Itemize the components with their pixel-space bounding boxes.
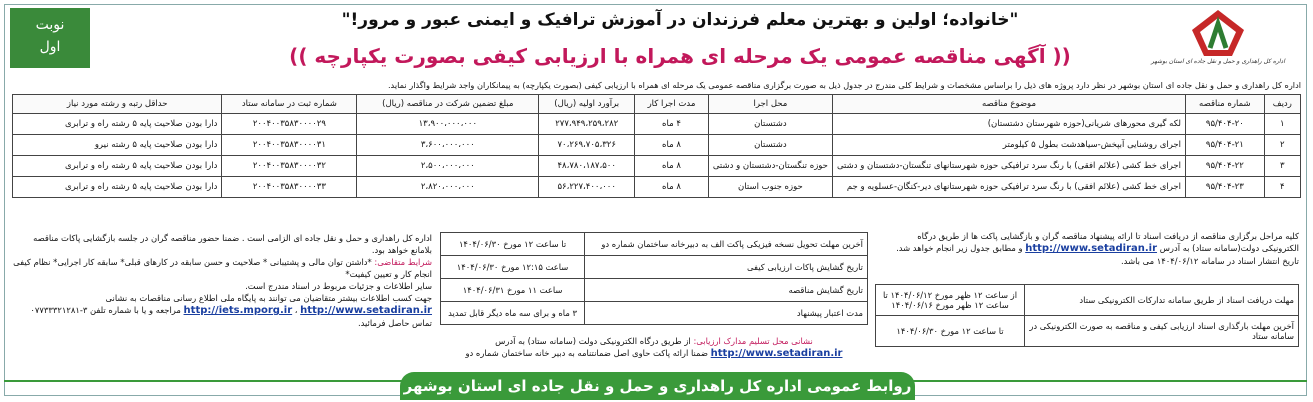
schedule-value: ساعت ۱۱ مورخ ۱۴۰۴/۰۶/۳۱ xyxy=(441,279,585,302)
table-row xyxy=(13,177,1301,198)
schedule-row xyxy=(441,279,868,302)
cell-estimate: ۷۰،۲۶۹،۷۰۵،۳۲۶ xyxy=(539,135,635,156)
cell-tender-number: ۹۵/۴۰۴-۲۲ xyxy=(1186,156,1265,177)
cell-subject: اجرای خط کشی (علائم افقی) با رنگ سرد ترافیکی حوزه شهرستانهای دیر-کنگان-عسلویه و جم xyxy=(832,177,1185,198)
cell-duration: ۸ ماه xyxy=(635,135,709,156)
deadline-row xyxy=(876,285,1299,316)
schedule-value: تا ساعت ۱۲ مورخ ۱۴۰۴/۰۶/۳۰ xyxy=(441,233,585,256)
cell-qualification: دارا بودن صلاحیت پایه ۵ رشته راه و ترابری xyxy=(13,177,222,198)
deadline-label: آخرین مهلت بارگذاری اسناد ارزیابی کیفی و مناقصه به صورت الکترونیکی در سامانه ستاد xyxy=(1025,316,1299,347)
col-duration: مدت اجرا کار xyxy=(635,95,709,114)
cell-row-number: ۴ xyxy=(1264,177,1300,198)
schedule-row xyxy=(441,302,868,325)
setad-link[interactable]: http://www.setadiran.ir xyxy=(300,305,432,316)
schedule-row xyxy=(441,256,868,279)
schedule-table xyxy=(440,232,868,325)
cell-row-number: ۲ xyxy=(1264,135,1300,156)
col-row-number: ردیف xyxy=(1264,95,1300,114)
schedule-value: ۳ ماه و برای سه ماه دیگر قابل تمدید xyxy=(441,302,585,325)
cell-location: دشتستان xyxy=(708,135,832,156)
cell-qualification: دارا بودن صلاحیت پایه ۵ رشته راه و ترابری xyxy=(13,156,222,177)
organization-logo xyxy=(1143,8,1293,76)
cell-tender-number: ۹۵/۴۰۴-۲۱ xyxy=(1186,135,1265,156)
table-row xyxy=(13,135,1301,156)
deadlines-table xyxy=(875,284,1299,347)
cell-location: حوزه تنگستان-دشتستان و دشتی xyxy=(708,156,832,177)
conditions-note: اداره کل راهداری و حمل و نقل جاده ای الزامی است . ضمنا حضور مناقصه گران در جلسه بازگشایی پاکات مناقصه بلامانع خواهد بود. شرایط متقاضی: *داشتن توان مالی و پشتیبانی * صلاحیت و حسن سابقه در کارهای قبلی* سابقه کار اجرایی* نظام کیفی انجام کار و تعیین کیفیت* سایر اطلاعات و جزئیات مربوط در اسناد مندرج است. جهت کسب اطلاعات بیشتر متقاضیان می توانند به پایگاه ملی اطلاع رسانی مناقصات به نشانی http://iets.mporg.ir ، http://www.setadiran.ir مراجعه و یا با شماره تلفن ۳-۰۷۷۳۳۳۲۱۲۸۱ تماس حاصل فرمائید. xyxy=(13,233,432,328)
cell-estimate: ۲۷۷،۹۴۹،۲۵۹،۲۸۲ xyxy=(539,114,635,135)
cell-duration: ۸ ماه xyxy=(635,156,709,177)
table-row xyxy=(13,114,1301,135)
table-header-row xyxy=(13,95,1301,114)
cell-guarantee: ۲،۵۰۰،۰۰۰،۰۰۰ xyxy=(357,156,539,177)
deadline-value: از ساعت ۱۲ ظهر مورخ ۱۴۰۴/۰۶/۱۲ تا ساعت ۱۲ ظهر مورخ ۱۴۰۴/۰۶/۱۶ xyxy=(876,285,1025,316)
col-estimate: برآورد اولیه (ریال) xyxy=(539,95,635,114)
cell-subject: لکه گیری محورهای شریانی(حوزه شهرستان دشتستان) xyxy=(832,114,1185,135)
iets-link[interactable]: http://iets.mporg.ir xyxy=(183,305,293,316)
cell-tender-number: ۹۵/۴۰۴-۲۰ xyxy=(1186,114,1265,135)
cell-subject: اجرای روشنایی آبپخش-سیاهدشت بطول ۵ کیلومتر xyxy=(832,135,1185,156)
table-row xyxy=(13,156,1301,177)
deadline-value: تا ساعت ۱۲ مورخ ۱۴۰۴/۰۶/۳۰ xyxy=(876,316,1025,347)
schedule-label: تاریخ گشایش مناقصه xyxy=(585,279,868,302)
process-note: کلیه مراحل برگزاری مناقصه از دریافت اسناد تا ارائه پیشنهاد مناقصه گران و بازگشایی پاکت ها از طریق درگاه الکترونیکی دولت(سامانه ستاد) به آدرس http://www.setadiran.ir و مطابق جدول زیر انجام خواهد شد. تاریخ انتشار اسناد در سامانه ۱۴۰۴/۰۶/۱۲ می باشد. xyxy=(896,231,1299,266)
cell-setad-number: ۲۰۰۴۰۰۳۵۸۳۰۰۰۰۳۲ xyxy=(222,156,357,177)
cell-qualification: دارا بودن صلاحیت پایه ۵ رشته نیرو xyxy=(13,135,222,156)
setad-link[interactable]: http://www.setadiran.ir xyxy=(1025,243,1158,254)
cell-duration: ۴ ماه xyxy=(635,114,709,135)
cell-row-number: ۱ xyxy=(1264,114,1300,135)
footer-banner: روابط عمومی اداره کل راهداری و حمل و نقل جاده ای استان بوشهر xyxy=(400,372,915,400)
conditions-label: شرایط متقاضی: xyxy=(374,257,432,267)
deadline-row xyxy=(876,316,1299,347)
schedule-label: تاریخ گشایش پاکات ارزیابی کیفی xyxy=(585,256,868,279)
cell-qualification: دارا بودن صلاحیت پایه ۵ رشته راه و ترابری xyxy=(13,114,222,135)
cell-location: حوزه جنوب استان xyxy=(708,177,832,198)
tender-table xyxy=(12,94,1301,198)
page-title: (( آگهی مناقصه عمومی یک مرحله ای همراه با ارزیابی کیفی بصورت یکپارچه )) xyxy=(289,44,1071,68)
col-qualification: حداقل رتبه و رشته مورد نیاز xyxy=(13,95,222,114)
road-logo-icon xyxy=(1188,8,1248,58)
cell-duration: ۸ ماه xyxy=(635,177,709,198)
cell-setad-number: ۲۰۰۴۰۰۳۵۸۳۰۰۰۰۳۱ xyxy=(222,135,357,156)
round-label: نوبت xyxy=(35,17,65,33)
schedule-label: آخرین مهلت تحویل نسخه فیزیکی پاکت الف به دبیرخانه ساختمان شماره دو xyxy=(585,233,868,256)
round-value: اول xyxy=(39,39,61,55)
col-tender-number: شماره مناقصه xyxy=(1186,95,1265,114)
cell-subject: اجرای خط کشی (علائم افقی) با رنگ سرد ترافیکی حوزه شهرستانهای تنگستان-دشتستان و دشتی xyxy=(832,156,1185,177)
cell-tender-number: ۹۵/۴۰۴-۲۳ xyxy=(1186,177,1265,198)
col-subject: موضوع مناقصه xyxy=(832,95,1185,114)
col-guarantee: مبلغ تضمین شرکت در مناقصه (ریال) xyxy=(357,95,539,114)
cell-guarantee: ۳،۶۰۰،۰۰۰،۰۰۰ xyxy=(357,135,539,156)
cell-estimate: ۵۶،۲۲۷،۴۰۰،۰۰۰ xyxy=(539,177,635,198)
round-badge xyxy=(10,8,90,68)
schedule-row xyxy=(441,233,868,256)
cell-guarantee: ۲،۸۲۰،۰۰۰،۰۰۰ xyxy=(357,177,539,198)
cell-guarantee: ۱۳،۹۰۰،۰۰۰،۰۰۰ xyxy=(357,114,539,135)
setad-link[interactable]: http://www.setadiran.ir xyxy=(710,348,843,359)
deadline-label: مهلت دریافت اسناد از طریق سامانه تدارکات الکترونیکی ستاد xyxy=(1025,285,1299,316)
cell-estimate: ۴۸،۷۸۰،۱۸۷،۵۰۰ xyxy=(539,156,635,177)
col-location: محل اجرا xyxy=(708,95,832,114)
col-setad-number: شماره ثبت در سامانه ستاد xyxy=(222,95,357,114)
slogan: "خانواده؛ اولین و بهترین معلم فرزندان در آموزش ترافیک و ایمنی عبور و مرور!" xyxy=(341,10,1019,30)
cell-location: دشتستان xyxy=(708,114,832,135)
schedule-value: ساعت ۱۲:۱۵ مورخ ۱۴۰۴/۰۶/۳۰ xyxy=(441,256,585,279)
submission-address: نشانی محل تسلیم مدارک ارزیابی: از طریق درگاه الکترونیکی دولت (سامانه ستاد) به آدرس http://www.setadiran.ir ضمنا ارائه پاکت حاوی اصل ضمانتنامه به دبیر خانه ساختمان شماره دو xyxy=(465,336,843,359)
schedule-label: مدت اعتبار پیشنهاد xyxy=(585,302,868,325)
cell-setad-number: ۲۰۰۴۰۰۳۵۸۳۰۰۰۰۳۳ xyxy=(222,177,357,198)
logo-caption: اداره کل راهداری و حمل و نقل جاده ای استان بوشهر xyxy=(1151,58,1285,65)
cell-row-number: ۳ xyxy=(1264,156,1300,177)
intro-text: اداره کل راهداری و حمل و نقل جاده ای استان بوشهر در نظر دارد پروژه های ذیل را براساس مشخصات و شرایط کلی مندرج در جدول ذیل به صورت برگزاری مناقصه عمومی یک مرحله ای همراه با ارزیابی کیفی (بصورت یکپارچه) به پیمانکاران واجد شرایط واگذار نماید. xyxy=(387,80,1301,90)
cell-setad-number: ۲۰۰۴۰۰۳۵۸۳۰۰۰۰۲۹ xyxy=(222,114,357,135)
